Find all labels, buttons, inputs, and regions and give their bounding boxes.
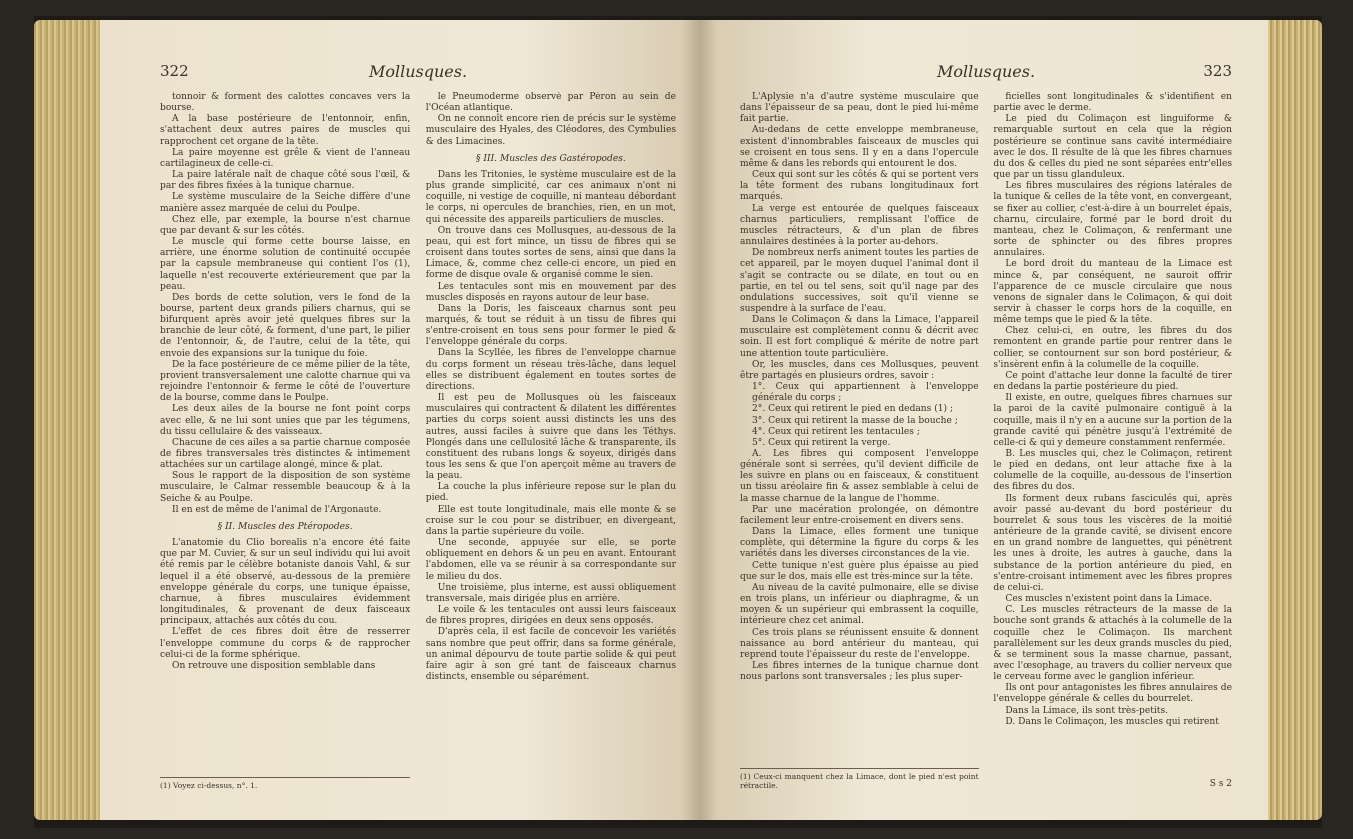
paragraph: D'après cela, il est facile de concevoir les variétés sans nombre que peut offrir, dans sa forme générale, un animal dépourvu de toute partie solide & qui peut faire agir à son gré tant de faisceaux charnus distincts, ensemble ou séparément. bbox=[425, 627, 676, 682]
paragraph: Par une macération prolongée, on démontre facilement leur entre-croisement en divers sens. bbox=[740, 504, 979, 526]
footnote-left: (1) Voyez ci-dessus, n°. 1. bbox=[160, 777, 410, 790]
page-title-right: Mollusques. bbox=[936, 62, 1036, 81]
paragraph: L'Aplysie n'a d'autre système musculaire que dans l'épaisseur de sa peau, dont le pied lui-même fait partie. bbox=[740, 92, 979, 125]
section-heading: § II. Muscles des Ptéropodes. bbox=[217, 521, 353, 532]
paragraph: Ceux qui sont sur les côtés & qui se portent vers la tête forment des rubans longitudinaux fort marqués. bbox=[740, 170, 979, 203]
paragraph: Au-dedans de cette enveloppe membraneuse, existent d'innombrables faisceaux de muscles qui se croisent en tous sens. Il y en a dans l'opercule même & dans les rebords qui entourent le dos. bbox=[740, 125, 979, 169]
running-head-left bbox=[160, 62, 676, 86]
page-title-left: Mollusques. bbox=[368, 62, 468, 81]
page-edges-right bbox=[1260, 20, 1322, 820]
text-columns-left bbox=[160, 92, 676, 790]
paragraph: D. Dans le Colimaçon, les muscles qui retirent bbox=[1005, 716, 1219, 727]
paragraph: Il est peu de Mollusques où les faisceaux musculaires qui contractent & dilatent les différentes parties du corps soient aussi distincts les uns des autres, aussi faciles à suivre que dans les Téthys. Plongés dans une cellulosité lâche & transparente, ils constituent des rubans longs & soyeux, dirigés dans tous les sens & que l'on aperçoit même au travers de la peau. bbox=[425, 393, 676, 482]
column-left-1 bbox=[160, 92, 410, 790]
paragraph: L'anatomie du Clio borealis n'a encore été faite que par M. Cuvier, & sur un seul individu qui lui avoit été remis par le célèbre botaniste danois Vahl, & sur lequel il a été observé, au-dessous de la première enveloppe générale du corps, une tunique épaisse, charnue, à fibres musculaires évidemment longitudinales, & provenant de deux faisceaux principaux, attachés aux côtés du cou. bbox=[160, 538, 411, 627]
paragraph: On ne connoît encore rien de précis sur le système musculaire des Hyales, des Cléodores, des Cymbulies & des Limacines. bbox=[425, 114, 676, 147]
paragraph: A la base postérieure de l'entonnoir, enfin, s'attachent deux autres paires de muscles qui rapprochent cet organe de la tête. bbox=[160, 114, 411, 147]
paragraph: Or, les muscles, dans ces Mollusques, peuvent être partagés en plusieurs ordres, savoir : bbox=[740, 359, 979, 381]
paragraph: La paire latérale naît de chaque côté sous l'œil, & par des fibres fixées à la tunique charnue. bbox=[160, 170, 411, 192]
paragraph: Les tentacules sont mis en mouvement par des muscles disposés en rayons autour de leur base. bbox=[425, 281, 676, 303]
paragraph: Le voile & les tentacules ont aussi leurs faisceaux de fibres propres, dirigées en deux sens opposés. bbox=[425, 605, 676, 627]
text-columns-right bbox=[740, 92, 1232, 790]
column-left-2 bbox=[426, 92, 676, 790]
paragraph: C. Les muscles rétracteurs de la masse de la bouche sont grands & attachés à la columelle de la coquille chez le Colimaçon. Ils marchent parallèlement sur les deux grands muscles du pied, & se terminent sous la masse charnue, passant, avec l'œsophage, au travers du collier nerveux que le cerveau forme avec le ganglion inférieur. bbox=[993, 605, 1232, 683]
paragraph: Ces trois plans se réunissent ensuite & donnent naissance au bord antérieur du manteau, qui reprend toute l'épaisseur du reste de l'enveloppe. bbox=[740, 627, 979, 660]
paragraph: Les fibres internes de la tunique charnue dont nous parlons sont transversales ; les plus super- bbox=[740, 660, 979, 683]
column-right-1 bbox=[740, 92, 979, 790]
paragraph: le Pneumoderme observé par Péron au sein de l'Océan atlantique. bbox=[425, 92, 676, 114]
paragraph: Il en est de même de l'animal de l'Argonaute. bbox=[172, 504, 382, 515]
paragraph: Une seconde, appuyée sur elle, se porte obliquement en dehors & un peu en avant. Entourant l'abdomen, elle va se réunir à sa correspondante sur le milieu du dos. bbox=[425, 538, 676, 582]
page-edges-left bbox=[34, 20, 106, 820]
paragraph: Ces muscles n'existent point dans la Limace. bbox=[1005, 594, 1213, 605]
paragraph: Dans la Limace, ils sont très-petits. bbox=[1005, 705, 1169, 716]
list-item: 3°. Ceux qui retirent la masse de la bouche ; bbox=[752, 415, 958, 426]
paragraph: Dans la Limace, elles forment une tunique complète, qui détermine la figure du corps & les variétés dans les diverses circonstances de la vie. bbox=[740, 527, 979, 560]
paragraph: Dans la Scyllée, les fibres de l'enveloppe charnue du corps forment un réseau très-lâche, dans lequel elles se distribuent également en toutes sortes de directions. bbox=[425, 348, 676, 392]
paragraph: Chez celui-ci, en outre, les fibres du dos remontent en grande partie pour rentrer dans le collier, se contournent sur son bord postérieur, & s'insèrent enfin à la columelle de la coquille. bbox=[993, 326, 1232, 370]
paragraph: On trouve dans ces Mollusques, au-dessous de la peau, qui est fort mince, un tissu de fibres qui se croisent dans toutes sortes de sens, ainsi que dans la Limace, &, comme chez celle-ci encore, un pied en forme de disque ovale & organisé comme le sien. bbox=[425, 225, 676, 281]
paragraph: On retrouve une disposition semblable dans bbox=[172, 660, 376, 671]
paragraph: La couche la plus inférieure repose sur le plan du pied. bbox=[425, 482, 676, 504]
open-book bbox=[34, 16, 1322, 828]
section-heading: § III. Muscles des Gastéropodes. bbox=[475, 153, 626, 164]
paragraph: B. Les muscles qui, chez le Colimaçon, retirent le pied en dedans, ont leur attache fixe à la columelle de la coquille, au-dessous de l'insertion des fibres du dos. bbox=[993, 449, 1232, 493]
paragraph: Chacune de ces ailes a sa partie charnue composée de fibres transversales très distinctes & intimement attachées sur un cartilage alongé, mince & plat. bbox=[160, 437, 411, 471]
paragraph: Dans la Doris, les faisceaux charnus sont peu marqués, & tout se réduit à un tissu de fibres qui s'entre-croisent en tous sens pour former le pied & l'enveloppe générale du corps. bbox=[425, 303, 676, 348]
paragraph: Dans les Tritonies, le système musculaire est de la plus grande simplicité, car ces animaux n'ont ni coquille, ni vestige de coquille, ni manteau débordant le corps, ni opercules de branchies, rien, en un mot, qui nécessite des appareils particuliers de muscles. bbox=[425, 169, 676, 225]
page-number-left: 322 bbox=[160, 62, 189, 80]
paragraph: Le pied du Colimaçon est linguiforme & remarquable surtout en cela que la région postérieure se continue sans cavité intermédiaire avec le dos. Il résulte de là que les fibres charnues du dos & celles du pied ne sont séparées entr'elles que par un tissu glanduleux. bbox=[993, 114, 1232, 181]
paragraph: Les deux ailes de la bourse ne font point corps avec elle, & ne lui sont unies que par les tégumens, du tissu cellulaire & des vaisseaux. bbox=[160, 404, 411, 437]
paragraph: Ce point d'attache leur donne la faculté de tirer en dedans la partie postérieure du pied. bbox=[993, 370, 1232, 393]
paragraph: Cette tunique n'est guère plus épaisse au pied que sur le dos, mais elle est très-mince sur la tête. bbox=[740, 560, 979, 582]
paragraph: Des bords de cette solution, vers le fond de la bourse, partent deux grands piliers charnus, qui se bifurquent après avoir jeté quelques fibres sur la branchie de leur côté, & forment, d'une part, le pilier de l'entonnoir, &, de l'autre, celui de la tête, qui envoie des expansions sur la tunique du foie. bbox=[160, 292, 411, 359]
paragraph: Ils ont pour antagonistes les fibres annulaires de l'enveloppe générale & celles du bourrelet. bbox=[993, 683, 1232, 705]
list-item: 4°. Ceux qui retirent les tentacules ; bbox=[752, 426, 920, 437]
column-right-2 bbox=[993, 92, 1232, 790]
running-head-right bbox=[740, 62, 1232, 86]
paragraph: L'effet de ces fibres doit être de resserrer l'enveloppe commune du corps & de rapprocher celui-ci de la forme sphérique. bbox=[160, 627, 411, 660]
paragraph: tonnoir & forment des calottes concaves vers la bourse. bbox=[160, 92, 411, 114]
footnote-right: (1) Ceux-ci manquent chez la Limace, dont le pied n'est point rétractile. bbox=[740, 768, 979, 790]
paragraph: La paire moyenne est grêle & vient de l'anneau cartilagineux de celle-ci. bbox=[160, 147, 411, 169]
paragraph: De la face postérieure de ce même pilier de la tête, provient transversalement une calotte charnue qui va rejoindre l'entonnoir & ferme le côté de l'ouverture de la bourse, comme dans le Poulpe. bbox=[160, 359, 411, 404]
right-page bbox=[700, 20, 1268, 820]
paragraph: Les fibres musculaires des régions latérales de la tunique & celles de la tête vont, en convergeant, se fixer au collier, c'est-à-dire à un bourrelet épais, charnu, circulaire, formé par le bord droit du manteau, chez le Colimaçon, & renfermant une sorte de sphincter ou des fibres propres annulaires. bbox=[993, 181, 1232, 259]
paragraph: De nombreux nerfs animent toutes les parties de cet appareil, par le moyen duquel l'animal dont il s'agit se contracte ou se dilate, en tout ou en partie, en tel ou tel sens, soit qu'il nage par des ondulations successives, soit qu'il vienne se suspendre à la surface de l'eau. bbox=[740, 248, 979, 314]
list-item: 1°. Ceux qui appartiennent à l'enveloppe générale du corps ; bbox=[752, 382, 979, 404]
paragraph: Chez elle, par exemple, la bourse n'est charnue que par devant & sur les côtés. bbox=[160, 214, 411, 236]
list-item: 2°. Ceux qui retirent le pied en dedans (1) ; bbox=[752, 404, 954, 415]
paragraph: A. Les fibres qui composent l'enveloppe générale sont si serrées, qu'il devient difficile de les suivre en plans ou en faisceaux, & constituent un tissu aréolaire fin & assez semblable à celui de la masse charnue de la langue de l'homme. bbox=[740, 449, 979, 504]
paragraph: ficielles sont longitudinales & s'identifient en partie avec le derme. bbox=[993, 92, 1232, 114]
paragraph: Dans le Colimaçon & dans la Limace, l'appareil musculaire est complètement connu & décrit avec soin. Il est fort compliqué & mérite de notre part une attention toute particulière. bbox=[740, 315, 979, 359]
signature-mark: S s 2 bbox=[1209, 778, 1232, 789]
list-item: 5°. Ceux qui retirent la verge. bbox=[752, 437, 891, 448]
paragraph: Le système musculaire de la Seiche diffère d'une manière assez marquée de celui du Poulpe. bbox=[160, 192, 411, 214]
left-page bbox=[100, 20, 700, 820]
paragraph: Le muscle qui forme cette bourse laisse, en arrière, une énorme solution de continuité occupée par la capsule membraneuse qui contient l'os (1), laquelle n'est recouverte extérieurement que par la peau. bbox=[160, 237, 411, 292]
paragraph: Sous le rapport de la disposition de son système musculaire, le Calmar ressemble beaucoup & à la Seiche & au Poulpe. bbox=[160, 471, 411, 504]
paragraph: Une troisième, plus interne, est aussi obliquement transversale, mais dirigée plus en arrière. bbox=[425, 582, 676, 604]
paragraph: Elle est toute longitudinale, mais elle monte & se croise sur le cou pour se distribuer, en divergeant, dans la partie supérieure du voile. bbox=[425, 504, 676, 537]
paragraph: Le bord droit du manteau de la Limace est mince &, par conséquent, ne sauroit offrir l'apparence de ce muscle circulaire que nous venons de signaler dans le Colimaçon, & qui doit servir à chasser le corps hors de la coquille, en même temps que le pied & la tête. bbox=[993, 259, 1232, 326]
paragraph: Il existe, en outre, quelques fibres charnues sur la paroi de la cavité pulmonaire contiguë à la coquille, mais il n'y en a aucune sur la portion de la grande cavité qui pénètre jusqu'à l'extrémité de celle-ci & qui y demeure constamment renfermée. bbox=[993, 393, 1232, 448]
paragraph: La verge est entourée de quelques faisceaux charnus particuliers, remplissant l'office de muscles rétracteurs, & d'un plan de fibres annulaires destinées à la porter au-dehors. bbox=[740, 203, 979, 248]
page-number-right: 323 bbox=[1203, 62, 1232, 80]
paragraph: Ils forment deux rubans fasciculés qui, après avoir passé au-devant du bord postérieur du bourrelet & sous tous les viscères de la moitié antérieure de la grande cavité, se divisent encore en un grand nombre de languettes, qui pénètrent les unes à droite, les autres à gauche, dans la substance de la portion antérieure du pied, en s'entre-croisant intimement avec les fibres propres de celui-ci. bbox=[993, 493, 1232, 593]
paragraph: Au niveau de la cavité pulmonaire, elle se divise en trois plans, un inférieur ou diaphragme, & un moyen & un supérieur qui embrassent la coquille, intérieure chez cet animal. bbox=[740, 582, 979, 627]
